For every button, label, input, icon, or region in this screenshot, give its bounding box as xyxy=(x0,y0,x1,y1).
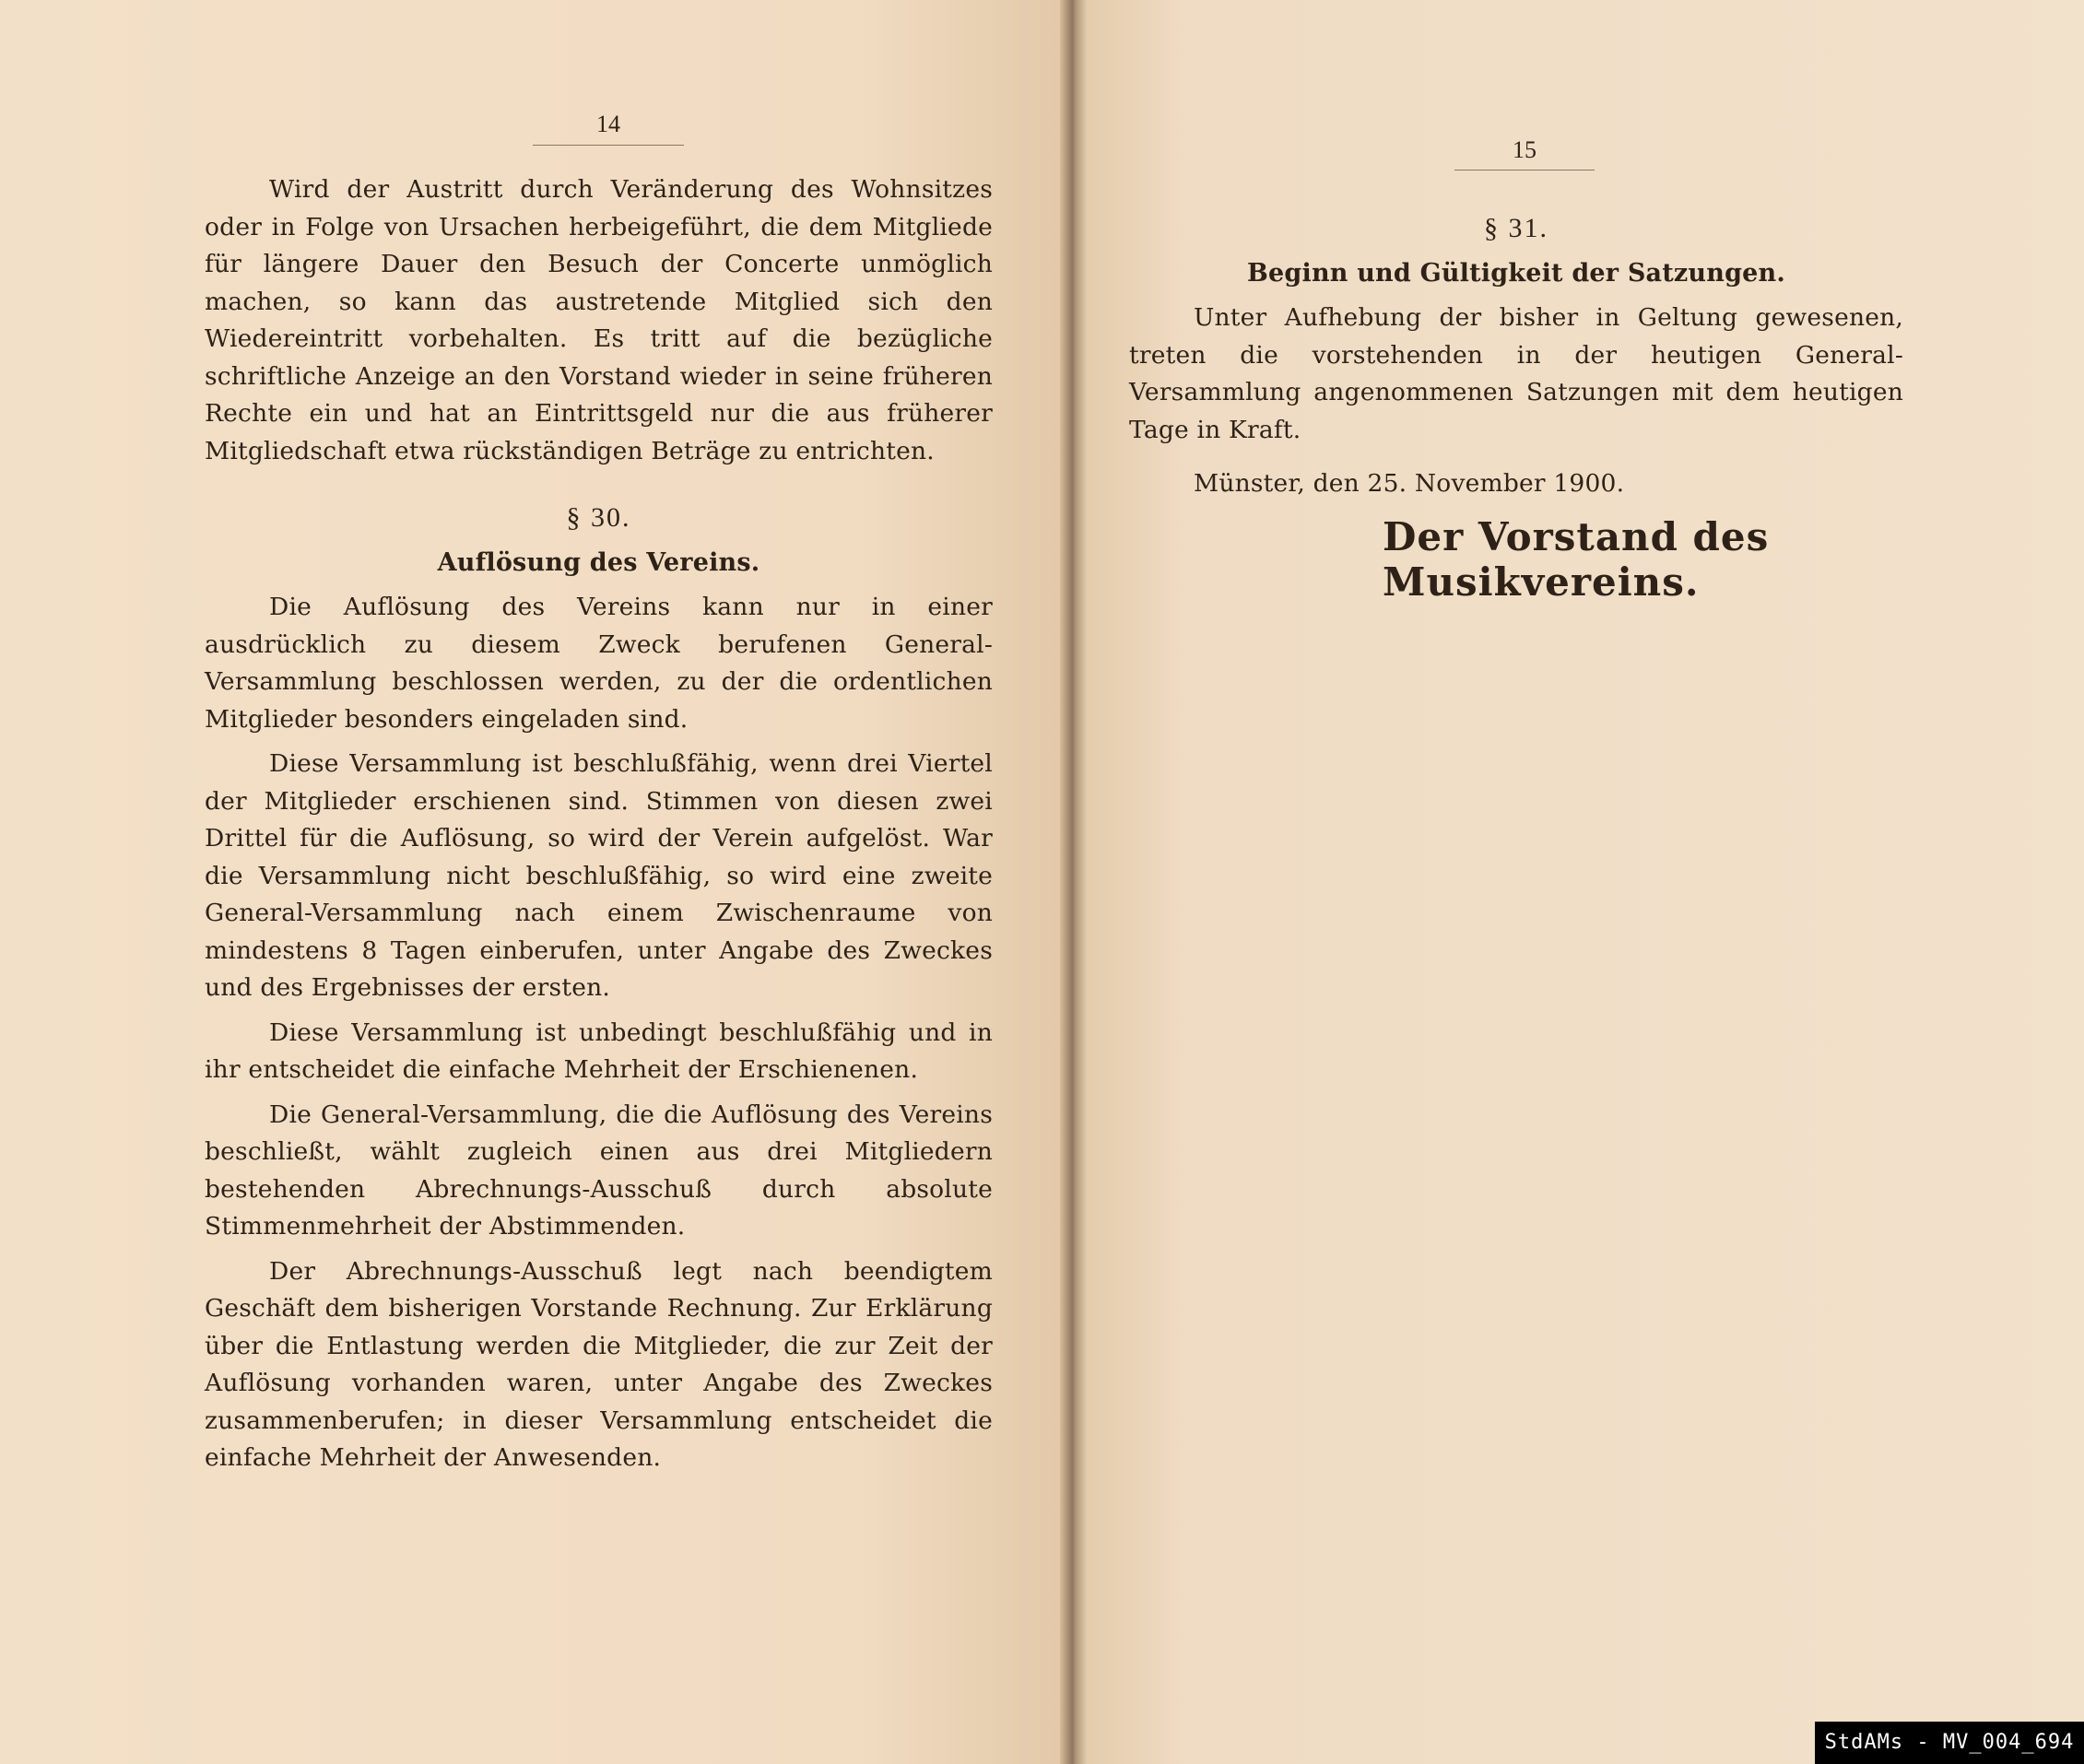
date-line: Münster, den 25. November 1900. xyxy=(1194,469,1625,498)
archive-label: StdAMs - MV_004_694 xyxy=(1815,1722,2084,1764)
section-title-31: Beginn und Gültigkeit der Satzungen. xyxy=(1247,258,1785,288)
paragraph-2: Diese Versammlung ist beschlußfähig, wenn drei Viertel der Mitglieder erschienen sind. Stimmen von diesen zwei Drittel für die Auflösung, so wird der Verein aufgelöst. War die Versammlung nicht beschlußfähig, so wird eine zweite General-Versammlung nach einem Zwischenraume von mindestens 8 Tagen einberufen, unter Angabe des Zweckes und des Ergebnisses der ersten. xyxy=(205,749,993,1002)
signature-line: Der Vorstand des Musikvereins. xyxy=(1383,514,1770,605)
book-gutter xyxy=(1060,0,1088,1764)
section-number-31: § 31. xyxy=(1484,213,1548,243)
page-number-left: 14 xyxy=(596,111,620,137)
paragraph-1: Die Auflösung des Vereins kann nur in einer ausdrücklich zu diesem Zweck berufenen General-Versammlung beschlossen werden, zu der die ordentlichen Mitglieder besonders eingeladen sind. xyxy=(205,593,993,734)
page-number-rule-right xyxy=(1454,170,1595,171)
page-number-right: 15 xyxy=(1513,136,1537,163)
page-number-rule-left xyxy=(533,145,684,146)
paragraph-5: Der Abrechnungs-Ausschuß legt nach beendigtem Geschäft dem bisherigen Vorstande Rechnung. Zur Erklärung über die Entlastung werden die Mitglieder, die zur Zeit der Auflösung vorhanden waren, unter Angabe des Zweckes zusammenberufen; in dieser Versammlung entscheidet die einfache Mehrheit der Anwesenden. xyxy=(205,1256,993,1472)
left-page-text xyxy=(205,171,993,1485)
section-number-30: § 30. xyxy=(566,502,631,533)
paragraph-final: Unter Aufhebung der bisher in Geltung gewesenen, treten die vorstehenden in der heutigen General-Versammlung angenommenen Satzungen mit dem heutigen Tage in Kraft. xyxy=(1129,303,1903,444)
paragraph-4: Die General-Versammlung, die die Auflösung des Vereins beschließt, wählt zugleich einen aus drei Mitgliedern bestehenden Abrechnungs-Ausschuß durch absolute Stimmenmehrheit der Abstimmenden. xyxy=(205,1100,993,1241)
section-title-30: Auflösung des Vereins. xyxy=(437,547,760,577)
paragraph-continued: Wird der Austritt durch Veränderung des Wohnsitzes oder in Folge von Ursachen herbeigeführt, die dem Mitgliede für längere Dauer den Besuch der Concerte unmöglich machen, so kann das austretende Mitglied sich den Wiedereintritt vorbehalten. Es tritt auf die bezügliche schriftliche Anzeige an den Vorstand wieder in seine früheren Rechte ein und hat an Eintrittsgeld nur die aus früherer Mitgliedschaft etwa rückständigen Beträge zu entrichten. xyxy=(205,175,993,465)
paragraph-3: Diese Versammlung ist unbedingt beschlußfähig und in ihr entscheidet die einfache Mehrheit der Erschienenen. xyxy=(205,1017,993,1084)
right-page-text xyxy=(1129,210,1903,511)
